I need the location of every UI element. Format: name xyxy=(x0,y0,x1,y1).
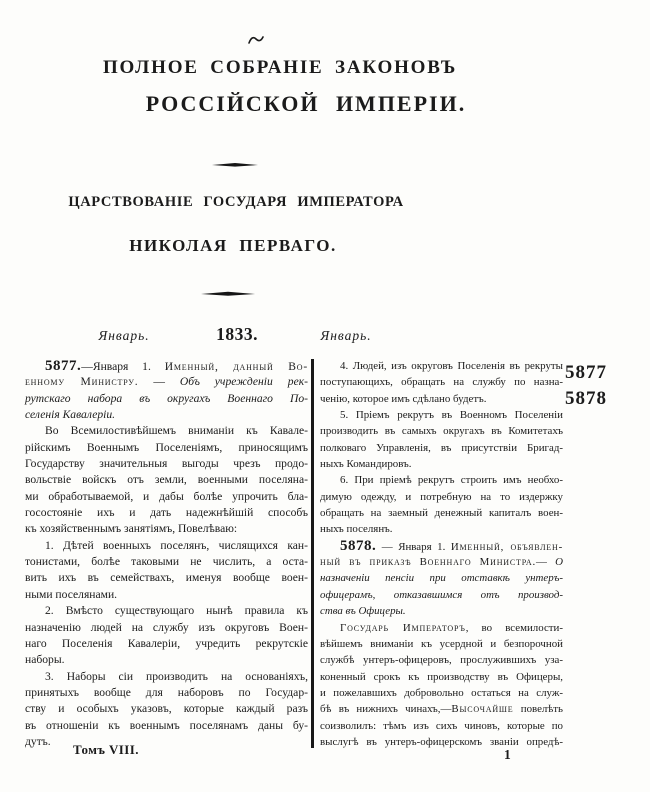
text-segment: вить ихъ въ семействахъ, именуя вообще воен- xyxy=(25,571,308,585)
column-divider-rule xyxy=(311,359,314,748)
text-segment: Высочайше xyxy=(451,703,514,716)
text-segment: — Января 1. xyxy=(376,540,451,553)
text-segment: въ отношеніи къ военнымъ поселянамъ даны бу- xyxy=(25,718,308,732)
text-line xyxy=(25,423,308,439)
text-line xyxy=(320,456,563,472)
text-line xyxy=(320,669,563,685)
text-segment: вольствіе войскъ отъ земли, военными поселяна- xyxy=(25,473,308,487)
text-line xyxy=(320,538,563,554)
emperor-name-heading: НИКОЛАЯ ПЕРВАГО. xyxy=(129,236,337,255)
text-line xyxy=(25,734,308,750)
text-line xyxy=(25,489,308,505)
text-segment: Именный, данный Во- xyxy=(164,360,308,373)
text-line xyxy=(25,391,308,407)
text-line xyxy=(25,685,308,701)
text-segment: и пожелавшихъ добровольно остаться на служ- xyxy=(320,686,563,699)
text-segment: ству и особыхъ указовъ, которые каждый разъ xyxy=(25,702,308,716)
text-segment: дутъ. xyxy=(25,734,51,748)
text-line xyxy=(25,440,308,456)
text-segment: ный въ приказѣ Военнаго Министра.— xyxy=(320,556,548,569)
tapered-divider-rule-middle xyxy=(201,284,255,302)
text-segment: обращать на заемный денежный капиталъ воен- xyxy=(320,507,563,520)
left-text-column xyxy=(25,358,308,750)
text-segment: назначеніи пенсіи при отставкѣ унтеръ- xyxy=(320,572,563,585)
text-segment: 1. Дѣтей военныхъ поселянъ, числящихся кан- xyxy=(45,538,308,552)
book-title-line1: ПОЛНОЕ СОБРАНІЕ ЗАКОНОВЪ xyxy=(102,57,458,78)
text-line xyxy=(320,554,563,570)
text-line xyxy=(320,587,563,603)
text-line xyxy=(320,603,563,619)
text-line xyxy=(320,407,563,423)
text-line xyxy=(320,505,563,521)
book-title-line2: РОССІЙСКОЙ ИМПЕРІИ. xyxy=(145,91,467,116)
text-segment: наборы. xyxy=(25,653,65,667)
text-line xyxy=(25,505,308,521)
text-segment: принятыхъ вообще для наборовъ по Государ- xyxy=(25,685,308,699)
text-segment: селенія Кавалеріи. xyxy=(25,408,116,422)
text-segment: производить въ самыхъ округахъ въ Комитетахъ xyxy=(320,425,563,438)
text-segment: тонистами, болѣе таковыми не числить, а оста- xyxy=(25,555,308,569)
text-line xyxy=(25,603,308,619)
month-label-left: Январь. xyxy=(98,328,150,343)
text-segment: димую одежду, и потребную на то издержку xyxy=(320,490,563,503)
text-line xyxy=(25,701,308,717)
right-text-column xyxy=(320,358,563,750)
text-line xyxy=(25,538,308,554)
volume-footer-label: Томъ VIII. xyxy=(73,742,139,757)
text-segment: госостояніе ихъ и дать надежнѣйшій способъ xyxy=(25,506,308,520)
text-line xyxy=(25,472,308,488)
text-segment: О xyxy=(547,556,563,569)
text-segment: соизволилъ: тѣмъ изъ сихъ чиновъ, которые по xyxy=(320,719,563,732)
text-segment: енному Министру. xyxy=(25,375,139,389)
text-line xyxy=(320,423,563,439)
margin-act-number-1: 5877 xyxy=(565,362,607,383)
text-segment: ми обработываемой, и дабы болѣе упрочить бла- xyxy=(25,489,308,503)
text-segment: поступающихъ, обращать на службу по назна- xyxy=(320,376,563,389)
text-segment: повелѣть xyxy=(513,703,563,716)
tapered-divider-rule-top xyxy=(212,155,258,173)
reign-heading: ЦАРСТВОВАНІЕ ГОСУДАРЯ ИМПЕРАТОРА xyxy=(68,194,404,210)
text-line xyxy=(25,554,308,570)
text-segment: 2. Вмѣсто существующаго нынѣ правила къ xyxy=(45,604,308,618)
text-segment: къ хозяйственнымъ занятіямъ, Повелѣваю: xyxy=(25,522,238,536)
text-segment: 3. Наборы сіи производить на основаніяхъ, xyxy=(45,669,308,683)
text-segment: коненный срокъ къ производству въ Офицеры, xyxy=(320,670,563,683)
text-line xyxy=(320,718,563,734)
text-line xyxy=(320,521,563,537)
text-segment: 4. Людей, изъ округовъ Поселенія въ рекруты xyxy=(340,360,563,372)
text-segment: Объ учрежденіи рек- xyxy=(179,375,308,389)
text-line xyxy=(320,701,563,717)
text-line xyxy=(25,570,308,586)
text-segment: ныхъ Командировъ. xyxy=(320,458,412,471)
text-line xyxy=(320,358,563,374)
text-line xyxy=(320,636,563,652)
text-line xyxy=(25,374,308,390)
text-line xyxy=(25,718,308,734)
text-line xyxy=(320,391,563,407)
page-number: 1 xyxy=(504,747,511,762)
text-segment: ченію, которое имъ сдѣлано будетъ. xyxy=(320,392,487,405)
text-line xyxy=(25,652,308,668)
text-segment: вѣйшемъ вниманіи къ усердной и безпорочной xyxy=(320,637,563,650)
text-line xyxy=(320,472,563,488)
text-segment: ныхъ поселянъ. xyxy=(320,523,393,536)
text-line xyxy=(25,669,308,685)
text-line xyxy=(320,652,563,668)
text-segment: 6. При пріемѣ рекрутъ строить имъ необхо- xyxy=(340,474,563,487)
text-segment: — xyxy=(138,375,180,389)
text-segment: Государь Императоръ xyxy=(340,621,466,634)
text-segment: 5878. xyxy=(340,537,377,554)
text-line xyxy=(320,440,563,456)
text-segment: Во Всемилостивѣйшемъ вниманіи къ Кавале- xyxy=(45,424,308,438)
text-segment: назначенію людей на службу изъ округовъ Воен- xyxy=(25,620,308,634)
text-segment: 5. Пріемъ рекрутъ въ Военномъ Поселеніи xyxy=(340,409,563,422)
text-line xyxy=(25,636,308,652)
text-segment: офицерамъ, отказавшимся отъ производ- xyxy=(320,588,563,601)
text-line xyxy=(25,407,308,423)
text-segment: ными поселянами. xyxy=(25,587,118,601)
text-segment: рутскаго набора въ округахъ Военнаго По- xyxy=(25,391,308,405)
text-segment: рійскимъ Военнымъ Поселеніямъ, приносящимъ xyxy=(25,440,308,454)
text-line xyxy=(25,521,308,537)
text-line xyxy=(320,374,563,390)
text-line xyxy=(320,489,563,505)
text-line xyxy=(320,685,563,701)
text-segment: Государству значительныя выгоды чрезъ продо- xyxy=(25,457,308,471)
text-line xyxy=(25,358,308,374)
text-line xyxy=(320,734,563,750)
text-line xyxy=(320,570,563,586)
text-segment: —Января 1. xyxy=(81,360,165,373)
text-line xyxy=(25,620,308,636)
text-segment: наго Поселенія Кавалеріи, учредить рекрутскіе xyxy=(25,636,308,650)
text-segment: полковаго Управленія, въ присутствіи Бригад- xyxy=(320,441,563,454)
text-line xyxy=(25,587,308,603)
text-segment: выслугѣ въ унтеръ-офицерскомъ званіи опредѣ- xyxy=(320,735,563,748)
text-segment: бѣ въ нижнихъ чинахъ,— xyxy=(320,703,452,716)
month-label-right: Январь. xyxy=(320,328,372,343)
text-line xyxy=(25,456,308,472)
header-squiggle-ornament xyxy=(247,32,265,50)
text-segment: Именный, объявлен- xyxy=(450,540,563,553)
text-segment: , во всемилости- xyxy=(465,621,564,634)
text-segment: 5877. xyxy=(45,358,82,374)
text-segment: ства въ Офицеры. xyxy=(320,605,406,618)
margin-act-number-2: 5878 xyxy=(565,388,607,409)
text-segment: службѣ унтеръ-офицеровъ, прослужившихъ уза- xyxy=(320,654,563,667)
text-line xyxy=(320,620,563,636)
year-label: 1833. xyxy=(216,324,258,344)
